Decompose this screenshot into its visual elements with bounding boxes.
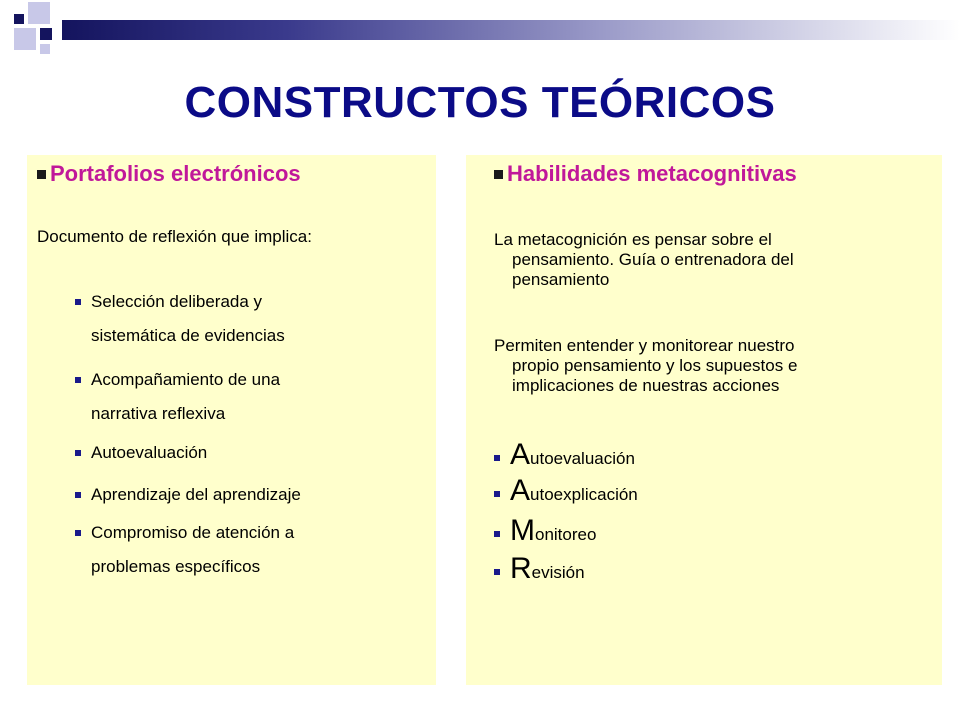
list-item <box>494 514 596 548</box>
list-item-text: utoexplicación <box>530 485 638 504</box>
left-intro: Documento de reflexión que implica: <box>37 227 312 246</box>
square-bullet-icon <box>75 377 81 383</box>
list-item <box>75 436 207 470</box>
square-bullet-icon <box>75 530 81 536</box>
paragraph-line: pensamiento <box>512 270 610 289</box>
list-item-text: narrativa reflexiva <box>91 404 226 423</box>
square-bullet-icon <box>494 491 500 497</box>
left-panel <box>27 155 436 685</box>
header-square-navy-2 <box>40 28 52 40</box>
right-paragraph-1 <box>494 230 794 290</box>
list-item-text: Selección deliberada y <box>91 292 263 311</box>
square-bullet-icon <box>75 492 81 498</box>
header-square-light-2 <box>14 28 36 50</box>
right-heading <box>494 161 797 187</box>
header-square-navy-1 <box>14 14 24 24</box>
paragraph-line: La metacognición es pensar sobre el <box>494 230 772 249</box>
list-item-text: utoevaluación <box>530 449 635 468</box>
slide-title: CONSTRUCTOS TEÓRICOS <box>184 78 776 127</box>
right-paragraph-2 <box>494 336 797 396</box>
list-item-text: Autoevaluación <box>91 443 208 462</box>
list-item-initial: M <box>510 514 535 547</box>
list-item-text: sistemática de evidencias <box>91 326 285 345</box>
list-item <box>75 285 285 353</box>
list-item <box>75 363 280 431</box>
list-item-initial: R <box>510 552 532 585</box>
list-item <box>75 478 301 512</box>
header-square-light-1 <box>28 2 50 24</box>
header-gradient-bar <box>62 20 960 40</box>
square-bullet-icon <box>75 450 81 456</box>
right-heading-text: Habilidades metacognitivas <box>507 161 797 186</box>
list-item-initial: A <box>510 438 531 471</box>
header-square-light-3 <box>40 44 50 54</box>
square-bullet-icon <box>75 299 81 305</box>
paragraph-line: pensamiento. Guía o entrenadora del <box>512 250 794 269</box>
list-item <box>75 516 294 584</box>
list-item-initial: A <box>510 474 531 507</box>
list-item-text: onitoreo <box>535 525 597 544</box>
paragraph-line: Permiten entender y monitorear nuestro <box>494 336 795 355</box>
square-bullet-icon <box>494 569 500 575</box>
left-heading <box>37 161 301 187</box>
paragraph-line: implicaciones de nuestras acciones <box>512 376 780 395</box>
square-bullet-icon <box>494 531 500 537</box>
right-panel <box>466 155 942 685</box>
left-heading-text: Portafolios electrónicos <box>50 161 301 186</box>
list-item-text: Aprendizaje del aprendizaje <box>91 485 301 504</box>
list-item-text: problemas específicos <box>91 557 261 576</box>
square-bullet-icon <box>494 170 503 179</box>
square-bullet-icon <box>494 455 500 461</box>
list-item-text: Compromiso de atención a <box>91 523 295 542</box>
list-item-text: evisión <box>531 563 585 582</box>
paragraph-line: propio pensamiento y los supuestos e <box>512 356 798 375</box>
list-item <box>494 552 585 586</box>
list-item <box>494 438 635 472</box>
list-item <box>494 474 638 508</box>
square-bullet-icon <box>37 170 46 179</box>
list-item-text: Acompañamiento de una <box>91 370 281 389</box>
